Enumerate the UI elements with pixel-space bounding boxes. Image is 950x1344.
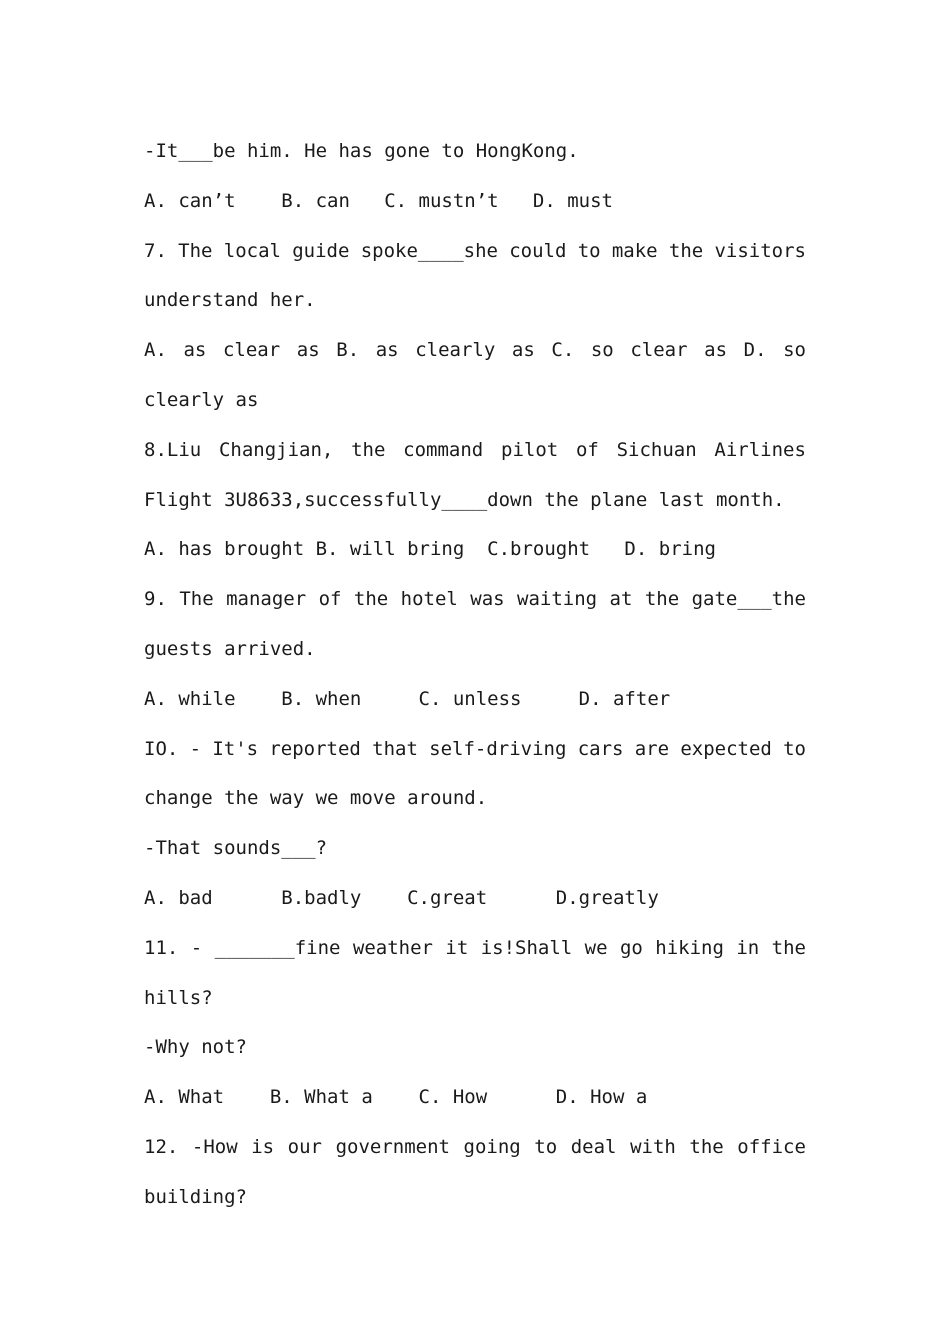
text-word: guide	[292, 239, 350, 262]
text-word: command	[403, 438, 484, 461]
text-line: A. can’t B. can C. mustn’t D. must	[144, 189, 613, 212]
text-word: at	[609, 588, 633, 611]
text-line	[144, 227, 806, 277]
text-word: so	[783, 339, 806, 362]
text-line: A. bad B.badly C.great D.greatly	[144, 886, 659, 909]
question-text	[144, 127, 806, 1223]
text-line: -That sounds___?	[144, 837, 328, 860]
text-word: gate___the	[691, 588, 806, 611]
text-word: pilot	[501, 438, 559, 461]
text-word: local	[223, 239, 281, 262]
text-word: the	[771, 936, 806, 959]
text-line	[144, 426, 806, 476]
text-word: go	[619, 936, 643, 959]
text-word: the	[689, 1135, 724, 1158]
text-word: clear	[630, 339, 688, 362]
text-word: A.	[144, 339, 167, 362]
text-line: A. while B. when C. unless D. after	[144, 687, 671, 710]
text-line: -It___be him. He has gone to HongKong.	[144, 140, 579, 162]
text-word: IO.	[144, 737, 179, 760]
text-word: as	[704, 339, 728, 362]
text-word: as	[296, 339, 320, 362]
text-line	[144, 924, 806, 974]
text-line: guests arrived.	[144, 637, 316, 660]
text-word: to	[534, 1135, 558, 1158]
text-word: hotel	[400, 588, 458, 611]
text-word: spoke____she	[360, 239, 498, 262]
text-word: our	[287, 1135, 322, 1158]
text-word: -	[189, 737, 202, 760]
text-word: The	[178, 239, 213, 262]
text-word: of	[318, 588, 342, 611]
text-word: cars	[577, 737, 624, 760]
text-line: clearly as	[144, 388, 259, 411]
text-word: waiting	[517, 588, 598, 611]
text-word: visitors	[714, 239, 806, 262]
text-word: as	[375, 339, 399, 362]
text-word: as	[511, 339, 535, 362]
text-line	[144, 725, 806, 775]
text-word: -How	[191, 1135, 238, 1158]
text-word: self-driving	[429, 737, 567, 760]
text-word: it	[445, 936, 469, 959]
text-word: the	[353, 588, 389, 611]
text-word: Airlines	[714, 438, 806, 461]
text-word: weather	[352, 936, 433, 959]
text-word: clearly	[415, 339, 496, 362]
text-word: B.	[336, 339, 360, 362]
text-word: Sichuan	[616, 438, 697, 461]
text-word: 9.	[144, 588, 167, 611]
text-word: office	[737, 1135, 806, 1158]
text-word: 12.	[144, 1135, 179, 1158]
text-word: in	[736, 936, 760, 959]
text-word: to	[577, 239, 601, 262]
text-word: going	[463, 1135, 521, 1158]
text-word: are	[634, 737, 670, 760]
text-word: could	[509, 239, 567, 262]
text-word: It's	[212, 737, 259, 760]
text-word: is!Shall	[480, 936, 573, 959]
text-line: change the way we move around.	[144, 787, 488, 810]
text-word: is	[251, 1135, 275, 1158]
text-word: 7.	[144, 239, 167, 262]
text-line: A. What B. What a C. How D. How a	[144, 1086, 648, 1109]
text-word: with	[630, 1135, 676, 1158]
text-word: we	[584, 936, 608, 959]
text-line	[144, 326, 806, 376]
text-word: hiking	[655, 936, 724, 959]
text-word: -	[190, 936, 203, 959]
text-line	[144, 1123, 806, 1173]
text-word: so	[590, 339, 614, 362]
text-word: to	[783, 737, 806, 760]
text-word: clear	[222, 339, 281, 362]
text-word: as	[183, 339, 207, 362]
text-word: was	[470, 588, 505, 611]
text-word: that	[372, 737, 418, 760]
text-word: of	[575, 438, 599, 461]
text-word: deal	[570, 1135, 617, 1158]
text-word: D.	[743, 339, 767, 362]
text-line: A. has brought B. will bring C.brought D. bring	[144, 538, 716, 561]
text-word: The	[179, 588, 214, 611]
text-word: the	[351, 438, 386, 461]
text-line: building?	[144, 1185, 247, 1208]
text-word: Changjian,	[218, 438, 334, 461]
text-word: manager	[226, 588, 307, 611]
text-word: 11.	[144, 936, 179, 959]
text-word: C.	[551, 339, 575, 362]
text-line: Flight 3U8633,successfully____down the plane last month.	[144, 488, 785, 511]
text-word: reported	[269, 737, 361, 760]
text-word: expected	[680, 737, 772, 760]
text-line: understand her.	[144, 289, 316, 312]
text-word: make	[611, 239, 658, 262]
text-line	[144, 575, 806, 625]
text-word: 8.Liu	[144, 438, 202, 461]
text-word: the	[644, 588, 680, 611]
text-line: hills?	[144, 986, 213, 1009]
text-line: -Why not?	[144, 1036, 247, 1059]
text-word: _______fine	[214, 936, 341, 959]
text-word: the	[668, 239, 704, 262]
text-word: government	[335, 1135, 450, 1158]
